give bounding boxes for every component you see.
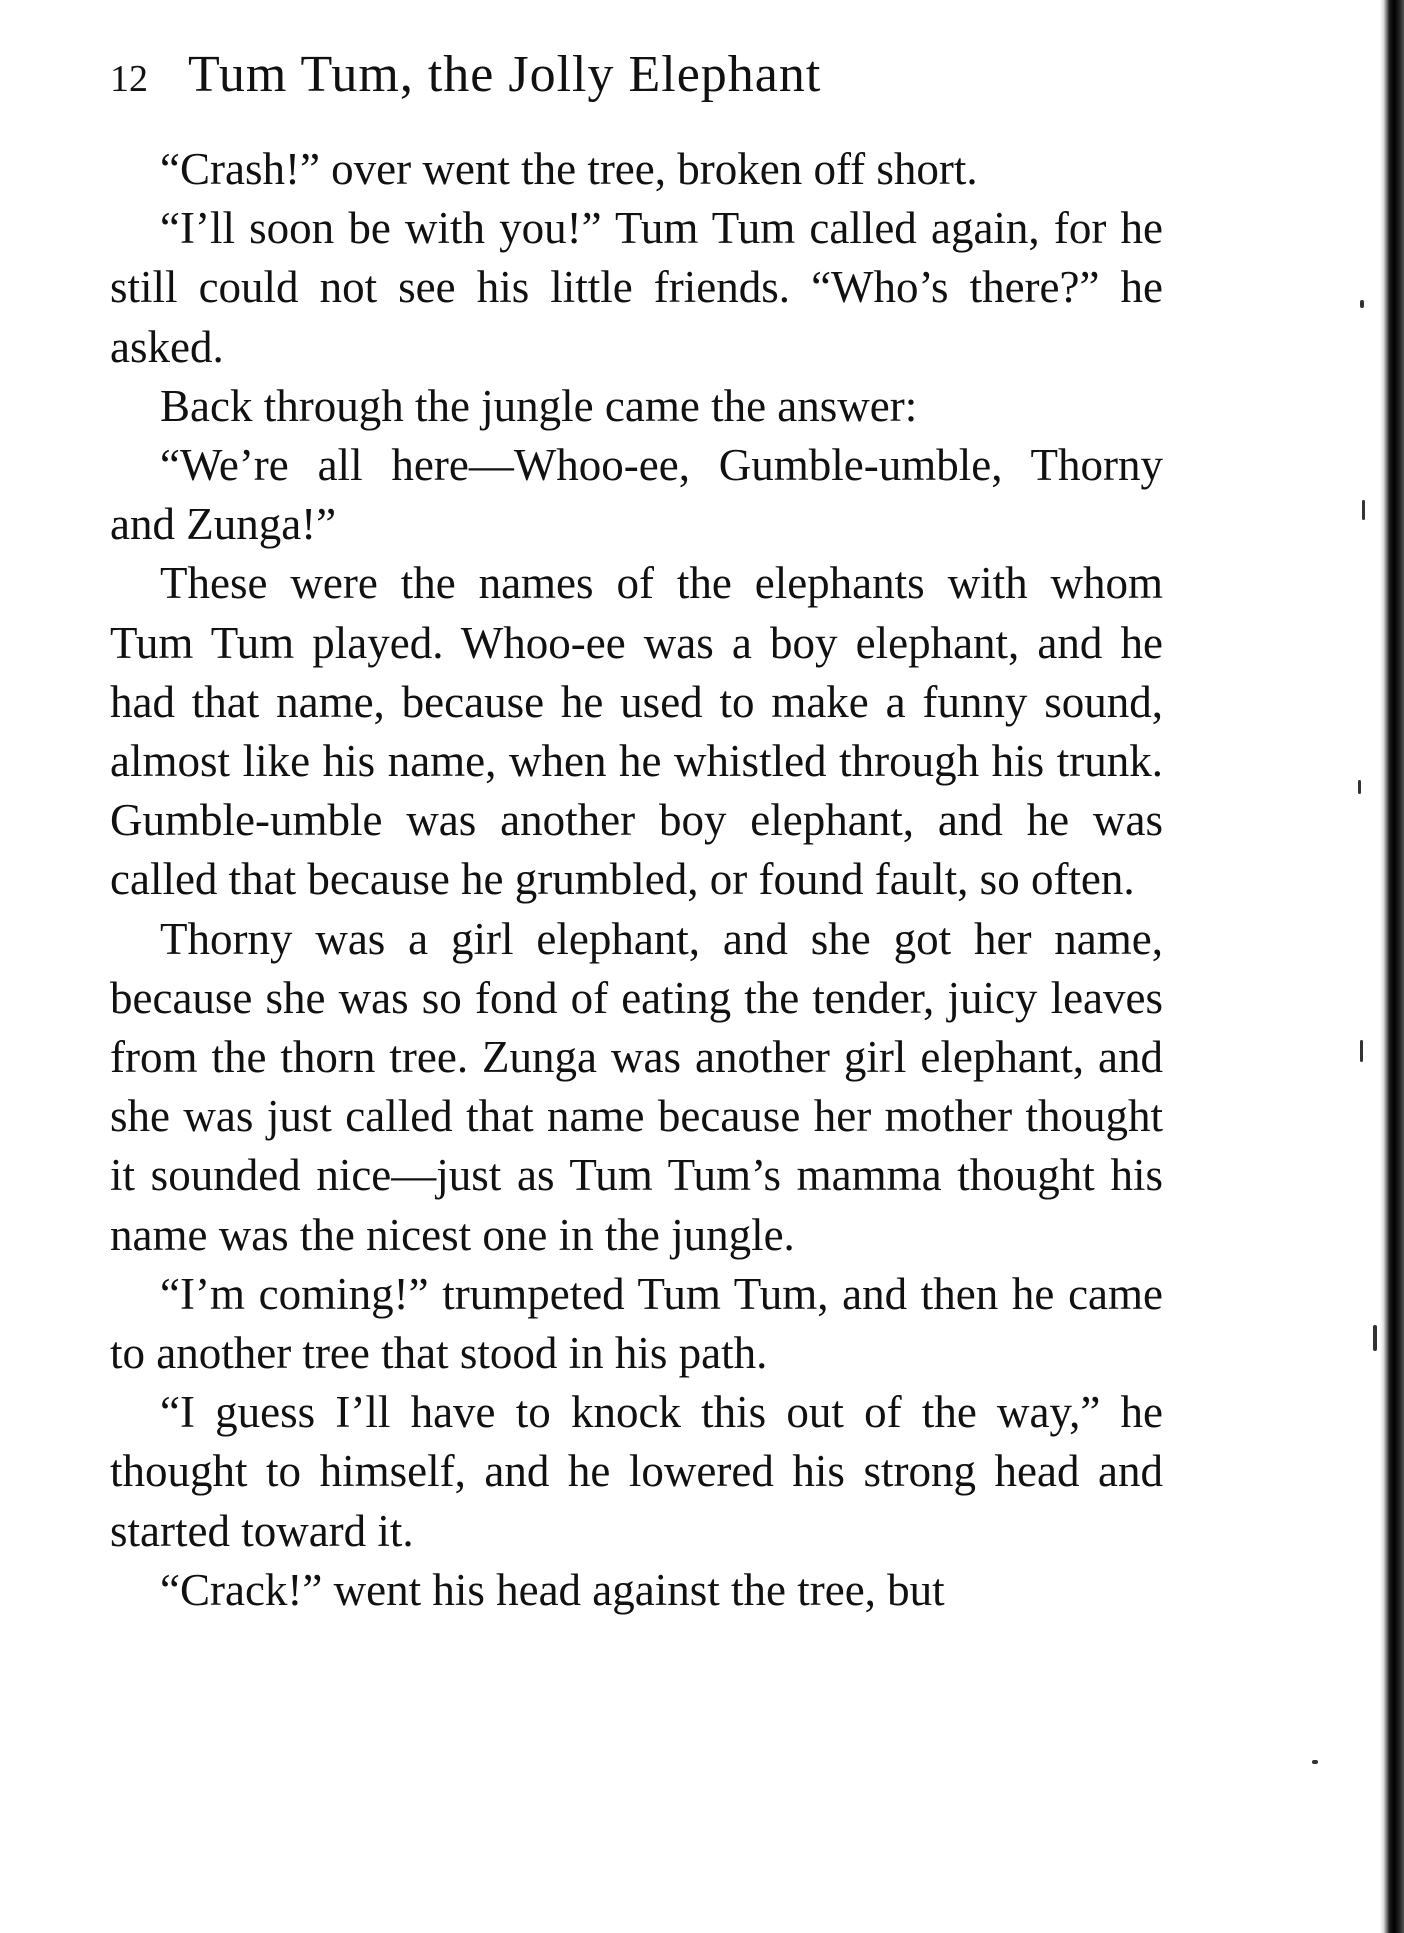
paragraph: “Crack!” went his head against the tree, but — [160, 1564, 945, 1615]
scan-speck — [1312, 1760, 1318, 1764]
paragraph: “Crash!” over went the tree, broken off short. — [160, 144, 978, 194]
paragraph: “We’re all here—Whoo-ee, Gumble-umble, Thorny and Zunga!” — [110, 440, 1163, 550]
binding-edge — [1380, 0, 1404, 1933]
paragraph: Thorny was a girl elephant, and she got her name, because she was so fond of eating the tender, juicy leaves from the thorn tree. Zunga was another girl elephant, and she was just called that name because her mother thought it sounded nice—just as Tum Tum’s mamma thought his name was the nicest one in the jungle. — [110, 913, 1163, 1260]
paragraph: “I’m coming!” trumpeted Tum Tum, and then he came to another tree that stood in his path. — [110, 1268, 1163, 1379]
scan-speck — [1358, 780, 1361, 794]
scan-speck — [1360, 1040, 1363, 1062]
body-text — [110, 140, 1163, 1620]
scan-speck — [1373, 1325, 1377, 1351]
page-header — [110, 44, 1170, 110]
paragraph: Back through the jungle came the answer: — [160, 380, 918, 431]
scan-speck — [1362, 500, 1365, 520]
scan-speck — [1360, 300, 1364, 308]
page-number: 12 — [110, 58, 148, 100]
paragraph: “I’ll soon be with you!” Tum Tum called again, for he still could not see his little friends. “Who’s there?” he asked. — [110, 203, 1163, 372]
running-title: Tum Tum, the Jolly Elephant — [188, 46, 822, 103]
paragraph: These were the names of the elephants with whom Tum Tum played. Whoo-ee was a boy elephant, and he had that name, because he used to make a funny sound, almost like his name, when he whistled through his trunk. Gumble-umble was another boy elephant, and he was called that because he grumbled, or found fault, so often. — [110, 558, 1163, 905]
paragraph: “I guess I’ll have to knock this out of the way,” he thought to himself, and he lowered his strong head and started toward it. — [110, 1387, 1163, 1556]
